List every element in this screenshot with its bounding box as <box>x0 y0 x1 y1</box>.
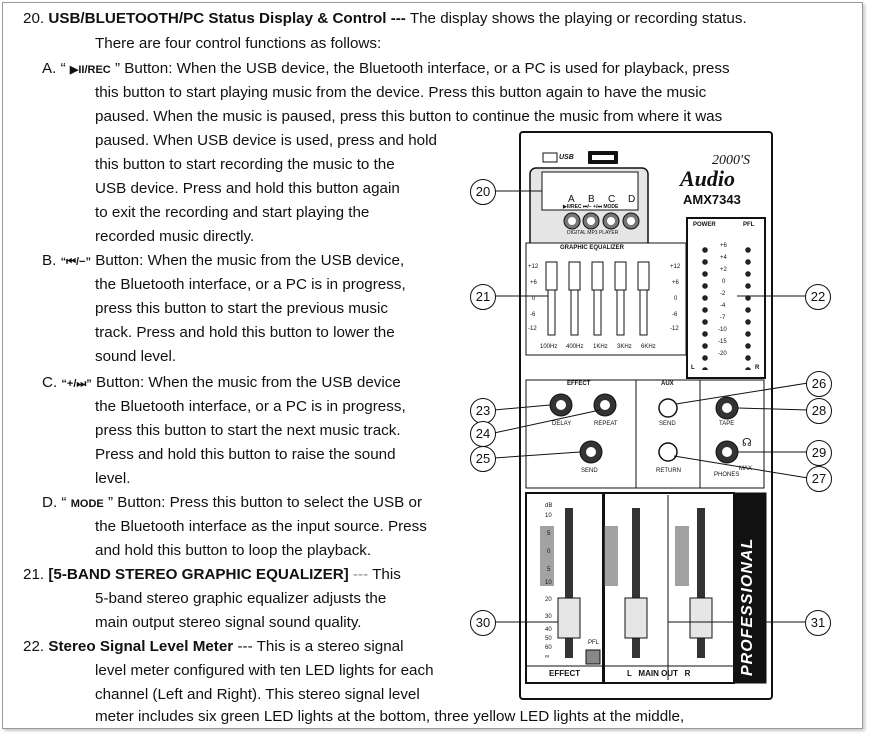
callout-21: 21 <box>470 284 496 310</box>
section-20-intro: There are four control functions as follows: <box>95 35 382 52</box>
eq-scale-left: -6 <box>530 312 536 318</box>
callout-31: 31 <box>805 610 831 636</box>
prev-key-label: “⏮/−” <box>60 256 91 268</box>
eq-scale-right: +12 <box>670 264 681 270</box>
eq-slider-knob-2 <box>569 262 580 290</box>
return-knob <box>659 443 677 461</box>
aux-send-label: SEND <box>659 421 676 427</box>
mp3-button-letter: B <box>588 194 595 205</box>
item-c-line: level. <box>95 470 131 487</box>
item-b-line: sound level. <box>95 348 177 365</box>
usb-port-slot <box>592 155 614 160</box>
main-fader-hatch <box>675 526 689 586</box>
meter-leds-left <box>701 244 709 370</box>
fader-scale: 40 <box>545 627 552 633</box>
power-label: POWER <box>693 222 716 228</box>
meter-scale-label: -7 <box>720 315 726 321</box>
headphone-icon: ☊ <box>742 437 752 449</box>
callout-24: 24 <box>470 421 496 447</box>
fader-scale: 10 <box>545 513 552 519</box>
callout-22: 22 <box>805 284 831 310</box>
item-c-line: press this button to start the next music track. <box>95 422 401 439</box>
eq-slider-knob-5 <box>638 262 649 290</box>
eq-scale-left: 0 <box>532 296 536 302</box>
brand-year-text: 2000'S <box>712 153 750 168</box>
fader-scale: 30 <box>545 614 552 620</box>
callout-28: 28 <box>806 398 832 424</box>
item-a-line: paused. When the music is paused, press this button to continue the music from where it was <box>95 108 723 125</box>
play-rec-key-label: ▶II/REC <box>69 64 111 76</box>
model-name: AMX7343 <box>683 192 741 207</box>
meter-scale-label: 0 <box>722 279 726 285</box>
mp3-caption: DIGITAL MP3 PLAYER <box>567 230 619 236</box>
section-22-line: channel (Left and Right). This stereo signal level <box>95 686 420 703</box>
meter-scale-label: +6 <box>720 243 727 249</box>
fader-scale: 5 <box>547 567 551 573</box>
callout-20: 20 <box>470 179 496 205</box>
pfl-button <box>586 650 600 664</box>
effect-send-label: SEND <box>581 468 598 474</box>
eq-scale-right: +6 <box>672 280 679 286</box>
item-b-line: the Bluetooth interface, or a PC is in progress, <box>95 276 406 293</box>
eq-scale-left: -12 <box>528 326 537 332</box>
next-key-label: “+/⏭” <box>61 378 92 390</box>
item-b-line: track. Press and hold this button to lower the <box>95 324 395 341</box>
tape-label: TAPE <box>719 421 735 427</box>
item-a-line: this button to start recording the music to the <box>95 156 395 173</box>
mp3-button-b-cap <box>587 217 595 225</box>
fader-scale: 10 <box>545 580 552 586</box>
repeat-knob-cap <box>600 400 610 410</box>
brand-logo-text: Audio <box>680 166 736 191</box>
meter-scale-label: -20 <box>718 351 727 357</box>
mp3-button-letter: C <box>608 194 616 205</box>
mode-key-label: MODE <box>70 498 104 510</box>
aux-section-title: AUX <box>661 381 674 387</box>
meter-scale-label: -4 <box>720 303 726 309</box>
callout-30: 30 <box>470 610 496 636</box>
main-out-fader-box <box>604 493 734 683</box>
eq-scale-left: +12 <box>528 264 539 270</box>
fader-scale: 60 <box>545 645 552 651</box>
item-d-line: the Bluetooth interface as the input source. Press <box>95 518 427 535</box>
section-22-heading: 22. Stereo Signal Level Meter --- This is a stereo signal <box>23 638 404 655</box>
eq-slider-knob-3 <box>592 262 603 290</box>
callout-27: 27 <box>806 466 832 492</box>
item-a-line: to exit the recording and start playing the <box>95 204 370 221</box>
tape-knob-cap <box>722 403 732 413</box>
mp3-key-legend: ▶II/REC ⏮/− +/⏭ MODE <box>563 204 619 210</box>
phones-max-label: MAX <box>739 466 753 472</box>
fader-scale: ∞ <box>545 654 550 660</box>
item-a-line: this button to start playing music from the device. Press this button again to have the music <box>95 84 707 101</box>
fader-scale: 5 <box>547 531 551 537</box>
mp3-button-letter: D <box>628 194 636 205</box>
eq-band-label: 100Hz <box>540 344 558 350</box>
meter-left-label: L <box>691 365 695 371</box>
eq-scale-right: -12 <box>670 326 679 332</box>
eq-scale-right: -6 <box>672 312 678 318</box>
delay-label: DELAY <box>552 421 572 427</box>
main-left-fader-cap <box>625 598 647 638</box>
mp3-button-letter: A <box>568 194 575 205</box>
meter-scale-label: -2 <box>720 291 726 297</box>
section-21-line: 5-band stereo graphic equalizer adjusts the <box>95 590 387 607</box>
item-a-first-line: A. “ ▶II/REC ” Button: When the USB device, the Bluetooth interface, or a PC is used for playback, press <box>42 60 730 77</box>
fader-scale: 0 <box>547 549 551 555</box>
meter-scale-label: -10 <box>718 327 727 333</box>
mp3-button-c-cap <box>607 217 615 225</box>
meter-scale-label: +2 <box>720 267 727 273</box>
mp3-button-a-cap <box>568 217 576 225</box>
professional-label: PROFESSIONAL <box>739 537 756 676</box>
item-c-line: Press and hold this button to raise the sound <box>95 446 396 463</box>
section-21-line: main output stereo signal sound quality. <box>95 614 362 631</box>
eq-band-label: 6KHz <box>641 344 656 350</box>
item-a-line: USB device. Press and hold this button again <box>95 180 400 197</box>
fader-db-label: dB <box>545 503 553 509</box>
callout-26: 26 <box>806 371 832 397</box>
callout-25: 25 <box>470 446 496 472</box>
return-label: RETURN <box>656 468 681 474</box>
main-fader-hatch <box>604 526 618 586</box>
meter-scale-label: +4 <box>720 255 727 261</box>
item-a-line: paused. When USB device is used, press and hold <box>95 132 437 149</box>
delay-knob-cap <box>556 400 566 410</box>
fader-scale: 20 <box>545 597 552 603</box>
repeat-label: REPEAT <box>594 421 618 427</box>
effect-send-knob-cap <box>586 447 596 457</box>
eq-slider-knob-1 <box>546 262 557 290</box>
aux-send-knob <box>659 399 677 417</box>
item-d-line: and hold this button to loop the playback. <box>95 542 372 559</box>
effect-fader-label: EFFECT <box>549 669 581 678</box>
eq-scale-right: 0 <box>674 296 678 302</box>
callout-23: 23 <box>470 398 496 424</box>
fader-scale: 50 <box>545 636 552 642</box>
eq-scale-left: +6 <box>530 280 537 286</box>
eq-title: GRAPHIC EQUALIZER <box>560 245 625 251</box>
effect-section-title: EFFECT <box>567 381 591 387</box>
item-b-first-line: B. “⏮/−” Button: When the music from the USB device, <box>42 252 405 269</box>
item-b-line: press this button to start the previous music <box>95 300 388 317</box>
phones-label: PHONES <box>714 472 740 478</box>
mp3-button-d-cap <box>627 217 635 225</box>
section-22-line: meter includes six green LED lights at the bottom, three yellow LED lights at the middle, <box>95 708 685 725</box>
meter-right-label: R <box>755 365 760 371</box>
main-right-fader-cap <box>690 598 712 638</box>
item-c-line: the Bluetooth interface, or a PC is in progress, <box>95 398 406 415</box>
meter-leds-right <box>744 244 752 370</box>
pfl-label: PFL <box>743 222 755 228</box>
effect-fader-cap <box>558 598 580 638</box>
section-20-heading: 20. USB/BLUETOOTH/PC Status Display & Control --- The display shows the playing or recording status. <box>23 10 747 27</box>
fader-pfl-label: PFL <box>588 640 600 646</box>
eq-slider-knob-4 <box>615 262 626 290</box>
eq-band-label: 400Hz <box>566 344 584 350</box>
meter-scale-label: -15 <box>718 339 727 345</box>
phones-knob-cap <box>722 447 732 457</box>
section-22-line: level meter configured with ten LED lights for each <box>95 662 434 679</box>
item-d-first-line: D. “ MODE ” Button: Press this button to select the USB or <box>42 494 423 511</box>
callout-29: 29 <box>806 440 832 466</box>
usb-icon <box>543 153 557 162</box>
item-c-first-line: C. “+/⏭” Button: When the music from the USB device <box>42 374 401 391</box>
usb-label: USB <box>559 154 574 161</box>
main-out-label: L MAIN OUT R <box>627 669 691 678</box>
section-21-heading: 21. [5-BAND STEREO GRAPHIC EQUALIZER] --- This <box>23 566 401 583</box>
eq-band-label: 3KHz <box>617 344 632 350</box>
eq-band-label: 1KHz <box>593 344 608 350</box>
item-a-line: recorded music directly. <box>95 228 255 245</box>
